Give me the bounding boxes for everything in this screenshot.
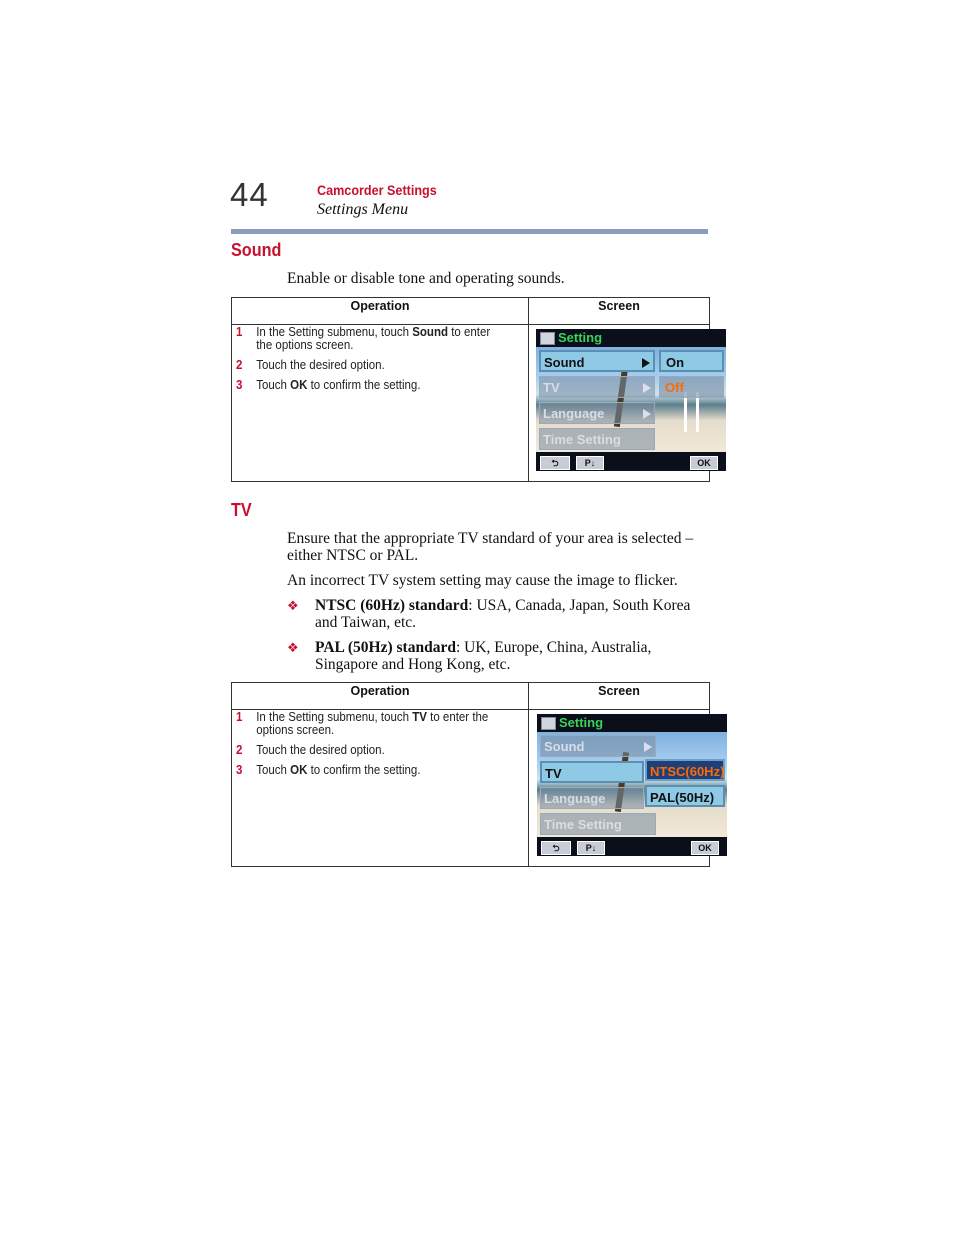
setting-icon <box>540 332 555 345</box>
tv-para-1: Ensure that the appropriate TV standard of your area is selected – either NTSC or PAL. <box>287 530 694 564</box>
operation-steps-cell <box>232 710 529 867</box>
bullet-icon: ❖ <box>287 640 299 655</box>
bullet-pal: ❖ PAL (50Hz) standard: UK, Europe, China, Australia, Singapore and Hong Kong, etc. <box>287 639 652 673</box>
sound-heading: Sound <box>231 240 282 260</box>
menu-item-time-setting[interactable]: Time Setting <box>540 813 656 835</box>
screen-header: Screen <box>529 683 710 710</box>
menu-item-sound[interactable]: Sound <box>540 735 656 757</box>
menu-item-sound[interactable]: Sound <box>539 350 655 372</box>
step-1: 1 In the Setting submenu, touch TV to enter the options screen. <box>236 710 489 737</box>
chapter-title[interactable]: Camcorder Settings <box>317 182 437 198</box>
screen-cell <box>529 325 710 482</box>
chevron-right-icon <box>643 409 651 419</box>
menu-item-tv[interactable]: TV <box>539 376 655 398</box>
option-on[interactable]: On <box>659 350 724 372</box>
sound-description: Enable or disable tone and operating sounds. <box>287 270 565 287</box>
screen-title: Setting <box>559 715 604 730</box>
option-pal[interactable]: PAL(50Hz) <box>645 785 725 807</box>
screen-header: Screen <box>529 298 710 325</box>
operation-header: Operation <box>232 298 529 325</box>
menu-item-language[interactable]: Language <box>539 402 655 424</box>
screen-title-bar <box>536 329 726 347</box>
page-down-button[interactable]: P↓ <box>576 456 604 470</box>
step-3: 3 Touch OK to confirm the setting. <box>236 378 421 392</box>
chevron-right-icon <box>642 358 650 368</box>
back-button[interactable]: ⮌ <box>541 841 571 855</box>
menu-item-time-setting[interactable]: Time Setting <box>539 428 655 450</box>
tv-para-2: An incorrect TV system setting may cause the image to flicker. <box>287 572 678 589</box>
bullet-icon: ❖ <box>287 598 299 613</box>
header-rule <box>231 229 708 234</box>
operation-steps-cell <box>232 325 529 482</box>
sound-operation-table <box>231 297 710 482</box>
chevron-right-icon <box>644 742 652 752</box>
tv-operation-table <box>231 682 725 867</box>
option-ntsc[interactable]: NTSC(60Hz) <box>645 759 725 781</box>
bullet-ntsc: ❖ NTSC (60Hz) standard: USA, Canada, Japan, South Korea and Taiwan, etc. <box>287 597 691 631</box>
ok-button[interactable]: OK <box>690 456 718 470</box>
back-button[interactable]: ⮌ <box>540 456 570 470</box>
ok-button[interactable]: OK <box>691 841 719 855</box>
setting-icon <box>541 717 556 730</box>
step-1: 1 In the Setting submenu, touch Sound to enter the options screen. <box>236 325 491 352</box>
page-down-button[interactable]: P↓ <box>577 841 605 855</box>
camera-screen-sound <box>536 329 726 471</box>
menu-item-language[interactable]: Language <box>540 787 644 809</box>
chevron-right-icon <box>643 383 651 393</box>
step-2: 2 Touch the desired option. <box>236 743 385 757</box>
camera-screen-tv <box>537 714 727 856</box>
screen-title-bar <box>537 714 727 732</box>
screen-footer <box>537 837 727 856</box>
step-3: 3 Touch OK to confirm the setting. <box>236 763 421 777</box>
screen-footer <box>536 452 726 471</box>
page-number: 44 <box>230 176 269 213</box>
tv-heading: TV <box>231 500 252 520</box>
operation-header: Operation <box>232 683 529 710</box>
menu-item-tv[interactable]: TV <box>540 761 644 783</box>
option-off[interactable]: Off <box>659 376 724 398</box>
screen-cell <box>529 710 725 867</box>
section-title: Settings Menu <box>317 201 409 218</box>
screen-title: Setting <box>558 330 603 345</box>
step-2: 2 Touch the desired option. <box>236 358 385 372</box>
